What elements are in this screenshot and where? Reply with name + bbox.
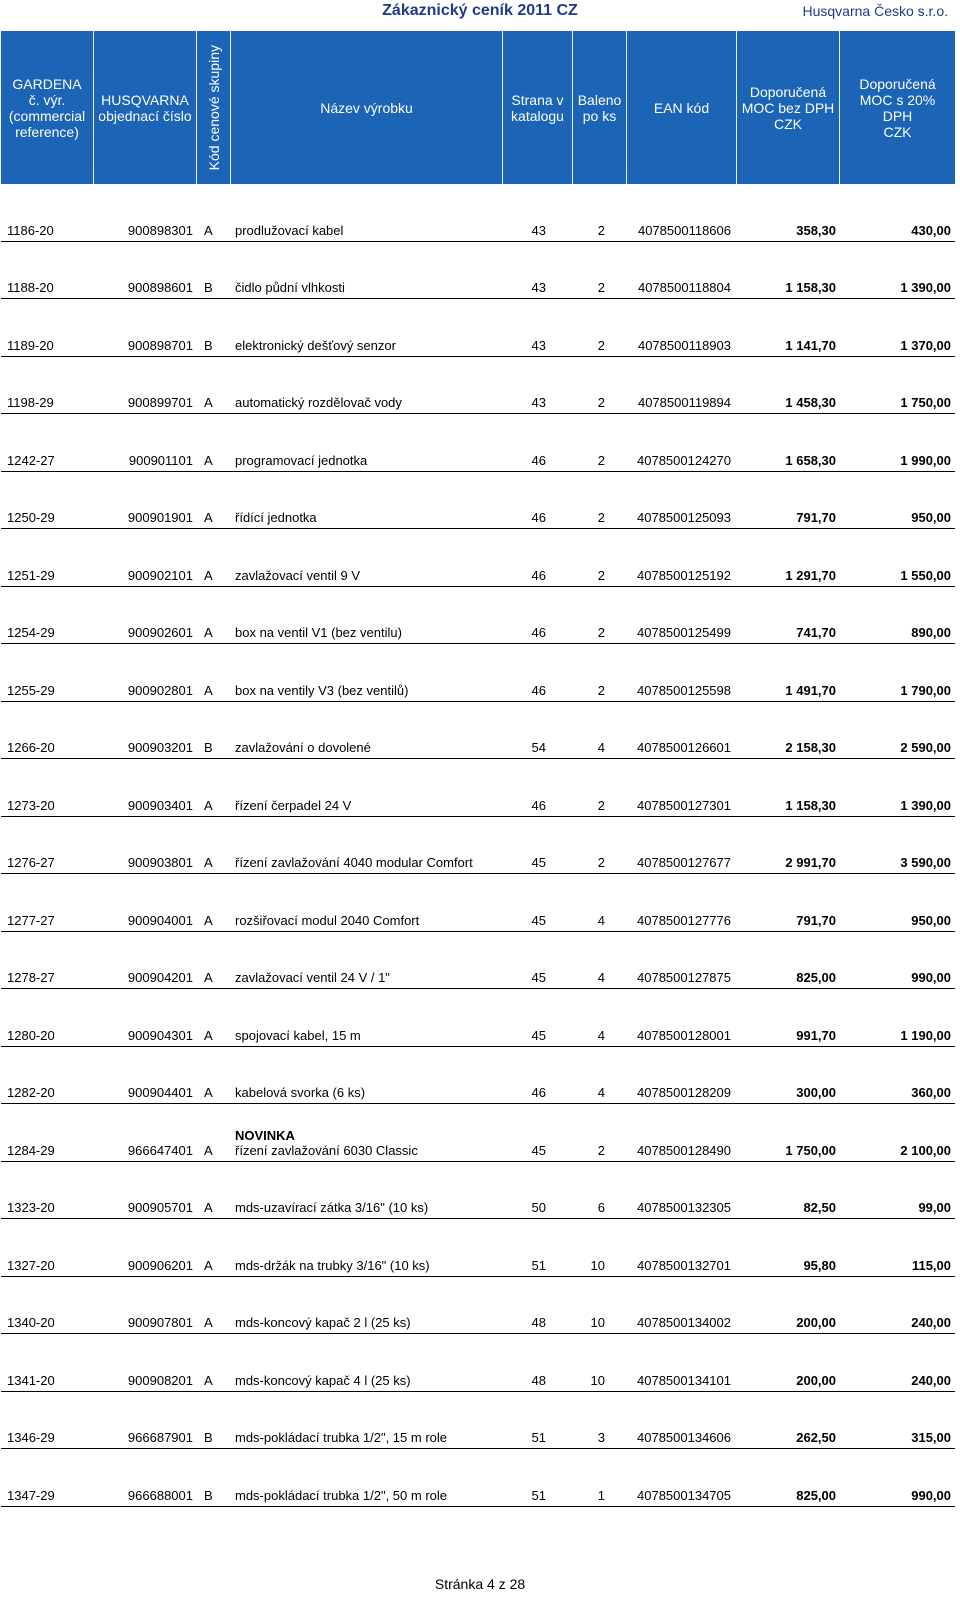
cell-ean: 4078500125093: [637, 510, 731, 525]
cell-gardena: 1186-20: [7, 222, 54, 238]
table-row: [1, 242, 955, 300]
cell-catalog-page: 46: [531, 682, 546, 698]
cell-catalog-page: 45: [531, 855, 546, 870]
cell-ean: 4078500128209: [637, 1085, 731, 1100]
cell-ean: 4078500119894: [637, 395, 731, 410]
cell-price-ex-vat: 200,00: [796, 1315, 836, 1330]
cell-price-group: A: [204, 912, 213, 928]
cell-price-group: A: [204, 1200, 213, 1215]
cell-product-name: programovací jednotka: [235, 452, 368, 468]
cell-ean: 4078500128490: [637, 1142, 731, 1158]
cell-ean: 4078500125192: [637, 567, 731, 583]
cell-pack: 2: [597, 855, 605, 870]
cell-price-inc-vat: 2 590,00: [900, 740, 951, 755]
cell-price-group: A: [204, 395, 213, 410]
cell-price-inc-vat: 1 390,00: [900, 797, 951, 813]
table-row: [1, 357, 955, 415]
cell-price-ex-vat: 1 141,70: [785, 337, 836, 353]
cell-price-group: A: [204, 452, 213, 468]
cell-ean: 4078500118903: [637, 337, 731, 353]
cell-price-ex-vat: 300,00: [796, 1085, 836, 1100]
cell-husqvarna: 900901101: [128, 452, 193, 468]
cell-pack: 1: [597, 1487, 605, 1503]
cell-price-group: B: [204, 280, 213, 295]
cell-price-inc-vat: 1 750,00: [900, 395, 951, 410]
cell-pack: 2: [597, 280, 605, 295]
cell-catalog-page: 46: [531, 510, 546, 525]
cell-price-group: A: [204, 510, 213, 525]
cell-pack: 2: [597, 510, 605, 525]
table-row: [1, 1219, 955, 1277]
cell-catalog-page: 45: [531, 970, 546, 985]
cell-pack: 2: [597, 222, 605, 238]
cell-product-name: mds-uzavírací zátka 3/16" (10 ks): [235, 1200, 429, 1215]
cell-price-ex-vat: 1 158,30: [785, 797, 836, 813]
cell-price-group: A: [204, 567, 213, 583]
cell-pack: 2: [597, 337, 605, 353]
cell-ean: 4078500127301: [637, 797, 731, 813]
cell-price-group: A: [204, 682, 213, 698]
cell-pack: 2: [597, 452, 605, 468]
cell-catalog-page: 43: [531, 222, 546, 238]
table-row: [1, 1162, 955, 1220]
cell-price-inc-vat: 1 370,00: [900, 337, 951, 353]
cell-price-inc-vat: 315,00: [911, 1430, 951, 1445]
cell-husqvarna: 900904301: [127, 1027, 193, 1043]
cell-pack: 4: [597, 1085, 605, 1100]
table-row: [1, 644, 955, 702]
cell-catalog-page: 46: [531, 1085, 546, 1100]
cell-price-inc-vat: 360,00: [911, 1085, 951, 1100]
col-pack: Baleno po ks: [573, 31, 627, 184]
cell-catalog-page: 54: [531, 740, 546, 755]
cell-price-ex-vat: 2 158,30: [785, 740, 836, 755]
cell-price-group: A: [204, 625, 213, 640]
cell-pack: 4: [597, 970, 605, 985]
cell-price-inc-vat: 99,00: [918, 1200, 951, 1215]
cell-product-name: řídící jednotka: [235, 510, 317, 525]
cell-husqvarna: 900902101: [127, 567, 193, 583]
cell-pack: 2: [597, 797, 605, 813]
cell-price-inc-vat: 1 990,00: [900, 452, 951, 468]
cell-husqvarna: 900898301: [127, 222, 193, 238]
cell-price-ex-vat: 82,50: [803, 1200, 836, 1215]
cell-price-inc-vat: 1 390,00: [900, 280, 951, 295]
cell-price-group: A: [204, 1027, 213, 1043]
cell-husqvarna: 900902601: [127, 625, 193, 640]
cell-pack: 4: [597, 912, 605, 928]
table-row: [1, 874, 955, 932]
cell-ean: 4078500134002: [637, 1315, 731, 1330]
table-row: [1, 759, 955, 817]
cell-product-name: kabelová svorka (6 ks): [235, 1085, 366, 1100]
cell-catalog-page: 51: [531, 1487, 546, 1503]
cell-price-inc-vat: 2 100,00: [900, 1142, 951, 1158]
cell-product-name: spojovací kabel, 15 m: [235, 1027, 361, 1043]
cell-price-inc-vat: 240,00: [911, 1372, 951, 1388]
table-row: [1, 702, 955, 760]
cell-price-ex-vat: 262,50: [796, 1430, 836, 1445]
cell-price-group: A: [204, 1372, 213, 1388]
cell-product-name: mds-koncový kapač 2 l (25 ks): [235, 1315, 411, 1330]
table-row: [1, 1047, 955, 1105]
cell-catalog-page: 48: [531, 1315, 546, 1330]
document-title: Zákaznický ceník 2011 CZ: [382, 2, 578, 19]
col-ean: EAN kód: [627, 31, 737, 184]
cell-price-inc-vat: 1 190,00: [900, 1027, 951, 1043]
cell-price-inc-vat: 240,00: [911, 1315, 951, 1330]
cell-ean: 4078500118804: [637, 280, 731, 295]
cell-catalog-page: 46: [531, 797, 546, 813]
table-row: [1, 529, 955, 587]
cell-pack: 2: [597, 682, 605, 698]
cell-ean: 4078500132701: [637, 1257, 731, 1273]
cell-price-inc-vat: 990,00: [911, 970, 951, 985]
cell-catalog-page: 43: [531, 280, 546, 295]
new-product-badge: NOVINKA: [235, 1127, 295, 1143]
cell-catalog-page: 45: [531, 1027, 546, 1043]
cell-gardena: 1327-20: [7, 1257, 55, 1273]
cell-catalog-page: 45: [531, 912, 546, 928]
cell-gardena: 1347-29: [7, 1487, 55, 1503]
cell-product-name: zavlažovací ventil 24 V / 1": [235, 970, 390, 985]
cell-ean: 4078500125499: [637, 625, 731, 640]
cell-pack: 10: [590, 1315, 605, 1330]
cell-price-ex-vat: 95,80: [803, 1257, 836, 1273]
cell-husqvarna: 900904201: [127, 970, 193, 985]
cell-ean: 4078500125598: [637, 682, 731, 698]
cell-product-name: elektronický dešťový senzor: [235, 337, 396, 353]
cell-price-group: A: [204, 1085, 213, 1100]
table-row: [1, 989, 955, 1047]
cell-price-ex-vat: 991,70: [796, 1027, 836, 1043]
table-row: [1, 414, 955, 472]
cell-product-name: řízení zavlažování 6030 Classic: [235, 1142, 418, 1158]
cell-price-ex-vat: 1 291,70: [785, 567, 836, 583]
cell-pack: 2: [597, 567, 605, 583]
cell-pack: 10: [590, 1257, 605, 1273]
cell-ean: 4078500134705: [637, 1487, 731, 1503]
cell-price-inc-vat: 3 590,00: [900, 855, 951, 870]
cell-ean: 4078500118606: [637, 222, 731, 238]
cell-price-group: A: [204, 855, 213, 870]
cell-gardena: 1340-20: [7, 1315, 55, 1330]
cell-gardena: 1341-20: [7, 1372, 55, 1388]
table-row: [1, 817, 955, 875]
cell-product-name: mds-pokládací trubka 1/2", 15 m role: [235, 1430, 447, 1445]
cell-catalog-page: 45: [531, 1142, 546, 1158]
cell-product-name: prodlužovací kabel: [235, 222, 344, 238]
cell-ean: 4078500127776: [637, 912, 731, 928]
cell-pack: 2: [597, 625, 605, 640]
cell-price-group: A: [204, 1257, 213, 1273]
cell-husqvarna: 900901901: [127, 510, 193, 525]
cell-ean: 4078500134606: [637, 1430, 731, 1445]
col-price-group: Kód cenové skupiny: [197, 31, 231, 184]
cell-husqvarna: 900906201: [127, 1257, 193, 1273]
cell-gardena: 1278-27: [7, 970, 55, 985]
cell-price-group: A: [204, 1142, 213, 1158]
table-row: [1, 587, 955, 645]
cell-gardena: 1250-29: [7, 510, 55, 525]
cell-husqvarna: 900898601: [127, 280, 193, 295]
cell-husqvarna: 900908201: [127, 1372, 193, 1388]
cell-product-name: automatický rozdělovač vody: [235, 395, 402, 410]
cell-price-inc-vat: 950,00: [911, 510, 951, 525]
cell-gardena: 1254-29: [7, 625, 55, 640]
cell-price-ex-vat: 200,00: [796, 1372, 836, 1388]
cell-price-ex-vat: 1 750,00: [785, 1142, 836, 1158]
cell-product-name: řízení zavlažování 4040 modular Comfort: [235, 855, 473, 870]
cell-catalog-page: 51: [531, 1257, 546, 1273]
table-row: [1, 184, 955, 242]
col-price-inc-vat: Doporučená MOC s 20% DPH CZK: [859, 75, 936, 140]
cell-husqvarna: 900904001: [127, 912, 193, 928]
cell-price-ex-vat: 791,70: [796, 912, 836, 928]
table-row: [1, 1392, 955, 1450]
cell-pack: 2: [597, 395, 605, 410]
cell-product-name: mds-držák na trubky 3/16" (10 ks): [235, 1257, 430, 1273]
cell-gardena: 1251-29: [7, 567, 55, 583]
cell-gardena: 1323-20: [7, 1200, 55, 1215]
page-number: Stránka 4 z 28: [434, 1576, 526, 1592]
cell-ean: 4078500127677: [637, 855, 731, 870]
cell-price-ex-vat: 1 658,30: [785, 452, 836, 468]
cell-husqvarna: 900905701: [127, 1200, 193, 1215]
col-husqvarna: HUSQVARNA objednací číslo: [94, 31, 197, 184]
cell-catalog-page: 43: [531, 395, 546, 410]
cell-husqvarna: 966647401: [127, 1142, 193, 1158]
cell-husqvarna: 900898701: [127, 337, 193, 353]
col-price-ex-vat: Doporučená MOC bez DPH CZK: [737, 31, 840, 184]
cell-gardena: 1346-29: [7, 1430, 55, 1445]
cell-product-name: čidlo půdní vlhkosti: [235, 280, 345, 295]
cell-catalog-page: 48: [531, 1372, 546, 1388]
cell-catalog-page: 46: [531, 567, 546, 583]
cell-catalog-page: 46: [531, 625, 546, 640]
cell-price-ex-vat: 791,70: [796, 510, 836, 525]
cell-ean: 4078500134101: [637, 1372, 731, 1388]
cell-price-ex-vat: 825,00: [796, 1487, 836, 1503]
table-row: [1, 932, 955, 990]
cell-pack: 4: [597, 740, 605, 755]
table-row: [1, 1277, 955, 1335]
cell-pack: 6: [597, 1200, 605, 1215]
cell-husqvarna: 900903801: [127, 855, 193, 870]
cell-price-group: B: [204, 337, 213, 353]
cell-husqvarna: 966688001: [127, 1487, 193, 1503]
col-gardena: GARDENA č. výr. (commercial reference): [1, 31, 94, 184]
cell-catalog-page: 46: [531, 452, 546, 468]
cell-product-name: rozšiřovací modul 2040 Comfort: [235, 912, 420, 928]
cell-catalog-page: 50: [531, 1200, 546, 1215]
cell-product-name: zavlažovací ventil 9 V: [235, 567, 361, 583]
cell-product-name: mds-pokládací trubka 1/2", 50 m role: [235, 1487, 447, 1503]
cell-gardena: 1188-20: [7, 280, 54, 295]
cell-price-group: B: [204, 1487, 213, 1503]
cell-gardena: 1242-27: [7, 452, 55, 468]
cell-product-name: box na ventily V3 (bez ventilů): [235, 682, 409, 698]
cell-pack: 3: [597, 1430, 605, 1445]
cell-gardena: 1273-20: [7, 797, 55, 813]
cell-product-name: box na ventil V1 (bez ventilu): [235, 625, 402, 640]
cell-price-ex-vat: 1 491,70: [785, 682, 836, 698]
cell-price-group: B: [204, 1430, 213, 1445]
table-row: [1, 1449, 955, 1507]
table-row: [1, 1334, 955, 1392]
cell-gardena: 1277-27: [7, 912, 55, 928]
cell-pack: 4: [597, 1027, 605, 1043]
cell-gardena: 1266-20: [7, 740, 55, 755]
cell-husqvarna: 900899701: [127, 395, 193, 410]
cell-gardena: 1276-27: [7, 855, 55, 870]
cell-price-group: A: [204, 222, 213, 238]
cell-husqvarna: 900903201: [127, 740, 193, 755]
cell-gardena: 1189-20: [7, 337, 54, 353]
cell-price-group: A: [204, 970, 213, 985]
cell-price-ex-vat: 741,70: [796, 625, 836, 640]
cell-price-group: A: [204, 1315, 213, 1330]
cell-product-name: řízení čerpadel 24 V: [235, 797, 352, 813]
cell-ean: 4078500126601: [637, 740, 731, 755]
col-catalog-page: Strana v katalogu: [503, 31, 573, 184]
cell-price-ex-vat: 1 158,30: [785, 280, 836, 295]
cell-price-ex-vat: 1 458,30: [785, 395, 836, 410]
cell-pack: 10: [590, 1372, 605, 1388]
cell-gardena: 1198-29: [7, 395, 54, 410]
cell-ean: 4078500127875: [637, 970, 731, 985]
col-product-name: Název výrobku: [231, 31, 503, 184]
cell-ean: 4078500124270: [637, 452, 731, 468]
cell-husqvarna: 900904401: [127, 1085, 193, 1100]
cell-price-inc-vat: 990,00: [911, 1487, 951, 1503]
cell-price-inc-vat: 950,00: [911, 912, 951, 928]
cell-price-inc-vat: 115,00: [911, 1257, 951, 1273]
cell-price-ex-vat: 825,00: [796, 970, 836, 985]
table-row: [1, 1104, 955, 1162]
cell-ean: 4078500132305: [637, 1200, 731, 1215]
cell-price-inc-vat: 1 790,00: [900, 682, 951, 698]
cell-pack: 2: [597, 1142, 605, 1158]
cell-gardena: 1282-20: [7, 1085, 55, 1100]
cell-price-inc-vat: 1 550,00: [900, 567, 951, 583]
cell-gardena: 1255-29: [7, 682, 55, 698]
cell-price-group: A: [204, 797, 213, 813]
table-header: [1, 31, 955, 184]
cell-price-ex-vat: 2 991,70: [785, 855, 836, 870]
cell-catalog-page: 51: [531, 1430, 546, 1445]
cell-product-name: zavlažování o dovolené: [235, 740, 371, 755]
cell-price-inc-vat: 890,00: [911, 625, 951, 640]
page-header: [0, 0, 960, 22]
cell-gardena: 1284-29: [7, 1142, 55, 1158]
cell-price-inc-vat: 430,00: [911, 222, 951, 238]
cell-product-name: mds-koncový kapač 4 l (25 ks): [235, 1372, 411, 1388]
cell-price-group: B: [204, 740, 213, 755]
table-row: [1, 472, 955, 530]
cell-husqvarna: 966687901: [127, 1430, 193, 1445]
cell-gardena: 1280-20: [7, 1027, 55, 1043]
cell-catalog-page: 43: [531, 337, 546, 353]
cell-husqvarna: 900903401: [127, 797, 193, 813]
cell-ean: 4078500128001: [637, 1027, 731, 1043]
table-row: [1, 299, 955, 357]
cell-price-ex-vat: 358,30: [796, 222, 836, 238]
company-name: Husqvarna Česko s.r.o.: [802, 3, 948, 19]
cell-husqvarna: 900902801: [127, 682, 193, 698]
cell-husqvarna: 900907801: [127, 1315, 193, 1330]
